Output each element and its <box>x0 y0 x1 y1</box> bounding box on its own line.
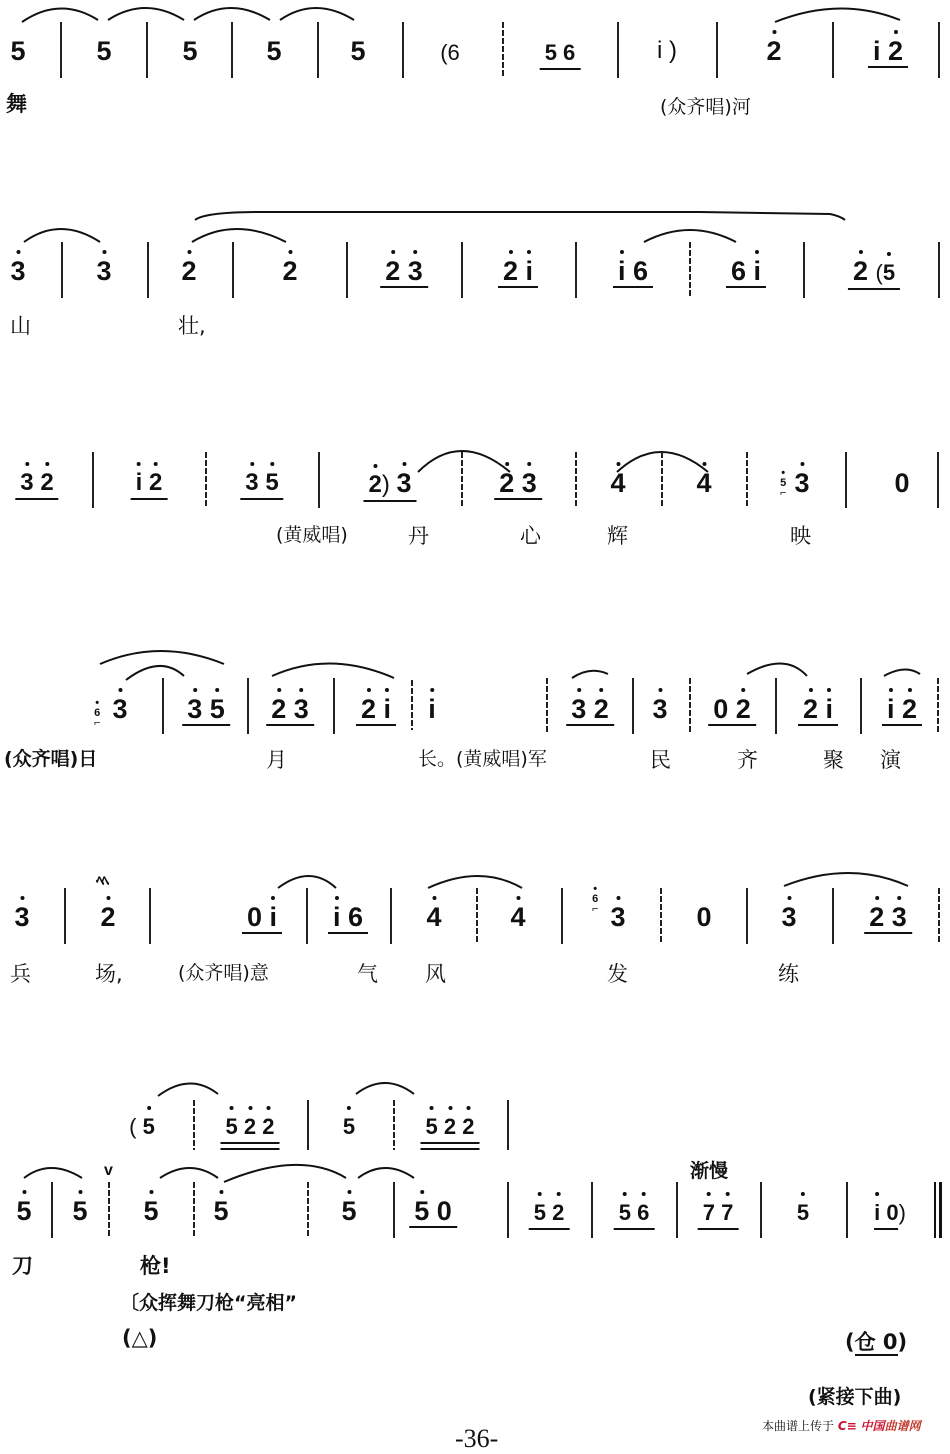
note-group: 5 2 <box>529 1198 570 1230</box>
note-group: 2 3 <box>266 694 314 726</box>
barline <box>146 22 148 78</box>
barline <box>64 888 66 944</box>
site-logo-text: 中国 <box>860 1419 885 1433</box>
barline <box>746 888 748 944</box>
barline <box>461 452 463 508</box>
note-group: 0 2 <box>708 694 756 726</box>
barline <box>390 888 392 944</box>
barline <box>60 22 62 78</box>
stage-direction: 〔众挥舞刀枪“亮相” <box>120 1292 297 1314</box>
barline <box>860 678 862 734</box>
barline <box>507 1100 509 1150</box>
barline <box>51 1182 53 1238</box>
barline <box>832 888 834 944</box>
double-barline <box>934 1182 936 1238</box>
note-group: i 0) <box>869 1198 911 1228</box>
barline <box>938 888 940 944</box>
barline <box>591 1182 593 1238</box>
note: 2 <box>761 36 786 66</box>
score-row-3 <box>0 420 950 570</box>
note-group: i 2 <box>131 468 168 500</box>
slur-marks <box>0 860 950 990</box>
note-group: 5 6 <box>540 38 581 70</box>
barline <box>846 1182 848 1238</box>
lyric: 壮, <box>178 314 206 338</box>
barline <box>546 678 548 734</box>
barline <box>476 888 478 944</box>
lyric: (众齐唱)河 <box>660 96 751 118</box>
note: 3 <box>91 256 116 286</box>
note-group: 2 i <box>798 694 838 726</box>
barline <box>61 242 63 298</box>
barline <box>411 680 413 730</box>
barline <box>231 22 233 78</box>
score-row-4 <box>0 640 950 790</box>
lyric: 刀 <box>12 1254 33 1278</box>
barline <box>393 1100 395 1150</box>
slur-marks <box>0 180 950 350</box>
note: 5 <box>336 1196 361 1226</box>
lyric: (黄威唱) <box>276 524 348 546</box>
barline <box>845 452 847 508</box>
note: 0 <box>696 902 712 932</box>
lyric: 风 <box>425 962 446 986</box>
note: 5 <box>350 36 366 66</box>
lyric: 心 <box>520 524 541 548</box>
note-group: 0 i <box>242 902 282 934</box>
lyric: 聚 <box>823 748 844 772</box>
note: 5 <box>96 36 112 66</box>
barline <box>393 1182 395 1238</box>
note: 3 <box>605 902 630 932</box>
site-logo-text-2: 曲谱网 <box>884 1419 921 1433</box>
note: 5 <box>208 1196 233 1226</box>
lyric: 月 <box>266 748 287 772</box>
note: 5 <box>10 36 26 66</box>
tempo-mark: 渐慢 <box>690 1160 729 1182</box>
note: 2 <box>176 256 201 286</box>
note-group: 2 i <box>356 694 396 726</box>
lyric: 场, <box>95 962 123 986</box>
note: 2 <box>277 256 302 286</box>
note-group: 2) 3 <box>363 468 416 502</box>
note-group: i 6 <box>613 256 653 288</box>
lyric: 发 <box>607 962 628 986</box>
barline <box>318 452 320 508</box>
barline <box>306 888 308 944</box>
lyric: 练 <box>778 962 799 986</box>
barline <box>803 242 805 298</box>
note: 3 <box>776 902 801 932</box>
lyric: 兵 <box>10 962 31 986</box>
note-group: 5 2 2 <box>421 1112 480 1144</box>
note-group: 3 2 <box>15 468 58 500</box>
barline <box>632 678 634 734</box>
note-group: i 2 <box>882 694 922 726</box>
barline <box>147 242 149 298</box>
barline <box>617 22 619 78</box>
note: i ) <box>657 37 677 64</box>
barline <box>193 1182 195 1238</box>
lyric: 舞 <box>6 92 27 116</box>
lyric: (众齐唱)意 <box>178 962 269 984</box>
trill-mark: ﾍﾍ <box>96 873 107 890</box>
note: 5 <box>792 1198 814 1228</box>
lyric: (众齐唱)日 <box>4 748 98 770</box>
grace-note: • 6 ⌐ <box>94 697 101 729</box>
barline <box>461 242 463 298</box>
barline <box>232 242 234 298</box>
barline <box>937 678 939 734</box>
note-group: 2 3 <box>380 256 428 288</box>
note: 2 <box>95 902 120 932</box>
barline <box>716 22 718 78</box>
note: 5 <box>338 1112 360 1142</box>
note-group: 6 i <box>726 256 766 288</box>
barline <box>689 242 691 298</box>
barline <box>561 888 563 944</box>
barline <box>937 452 939 508</box>
grace-note: • 6 ⌐ <box>592 883 599 915</box>
barline <box>575 242 577 298</box>
barline <box>760 1182 762 1238</box>
barline <box>575 452 577 508</box>
barline <box>775 678 777 734</box>
barline <box>108 1182 110 1238</box>
continuation-note: (紧接下曲) <box>808 1386 902 1408</box>
score-row-5 <box>0 860 950 990</box>
note: 5 <box>138 1196 163 1226</box>
score-row-1 <box>0 0 950 130</box>
lyric: 枪! <box>140 1254 171 1278</box>
note-group: 5 0 <box>409 1196 457 1228</box>
note-group: 2 (5 <box>848 256 900 290</box>
barline <box>307 1100 309 1150</box>
upload-label: 本曲谱上传于 <box>762 1419 835 1433</box>
barline <box>676 1182 678 1238</box>
note: 4 <box>605 468 630 498</box>
note: 3 <box>647 694 672 724</box>
barline <box>307 1182 309 1238</box>
lyric: 气 <box>357 962 378 986</box>
lyric: 齐 <box>737 748 758 772</box>
score-row-2 <box>0 180 950 350</box>
lyric: 民 <box>650 748 671 772</box>
barline <box>317 22 319 78</box>
note: 4 <box>691 468 716 498</box>
score-row-6 <box>0 1070 950 1450</box>
barline <box>660 888 662 944</box>
note: 3 <box>789 468 814 498</box>
note: 4 <box>421 902 446 932</box>
note-group: 2 3 <box>494 468 542 500</box>
lyric: 丹 <box>408 524 429 548</box>
note-group: 3 2 <box>566 694 614 726</box>
barline <box>149 888 151 944</box>
lyric: 映 <box>790 524 811 548</box>
note-group: 3 5 <box>182 694 230 726</box>
page-number: -36- <box>455 1424 499 1453</box>
note: 0 <box>894 468 910 498</box>
barline <box>162 678 164 734</box>
note: 5 <box>266 36 282 66</box>
note: i <box>423 694 441 724</box>
barline <box>507 1182 509 1238</box>
barline <box>193 1100 195 1150</box>
barline <box>346 242 348 298</box>
lyric: 演 <box>880 748 901 772</box>
lyric: 长。(黄威唱)军 <box>418 748 547 770</box>
breath-mark: v <box>104 1162 113 1179</box>
note-group: 5 2 2 <box>221 1112 280 1144</box>
barline <box>661 452 663 508</box>
note: 3 <box>5 256 30 286</box>
note: 5 <box>182 36 198 66</box>
note-group: 2 3 <box>864 902 912 934</box>
barline <box>938 242 940 298</box>
barline <box>746 452 748 508</box>
note-group: i 6 <box>328 902 368 934</box>
note-group: 7 7 <box>698 1198 739 1230</box>
barline <box>205 452 207 508</box>
barline <box>92 452 94 508</box>
note: 3 <box>9 902 34 932</box>
site-logo-icon: C≡ <box>837 1419 857 1433</box>
note: 4 <box>505 902 530 932</box>
barline <box>832 22 834 78</box>
lyric: 山 <box>10 314 31 338</box>
note: 5 <box>11 1196 36 1226</box>
percussion-cue-end: (仓 0) <box>845 1330 908 1354</box>
barline <box>502 22 504 78</box>
note-group: 5 6 <box>614 1198 655 1230</box>
note: 3 <box>107 694 132 724</box>
slur-marks <box>0 0 950 130</box>
double-barline <box>939 1182 942 1238</box>
barline <box>333 678 335 734</box>
barline <box>402 22 404 78</box>
grace-note: • 5 ⌐ <box>780 467 787 499</box>
note: ( 5 <box>124 1112 160 1142</box>
note-group: i 2 <box>868 36 908 68</box>
barline <box>247 678 249 734</box>
note: (6 <box>440 40 460 65</box>
note-group: 2 i <box>498 256 538 288</box>
note: 5 <box>67 1196 92 1226</box>
note-group: 3 5 <box>240 468 283 500</box>
barline <box>689 678 691 734</box>
barline <box>938 22 940 78</box>
lyric: 辉 <box>607 524 628 548</box>
upload-credit <box>762 1417 921 1434</box>
percussion-cue: (△) <box>122 1326 158 1350</box>
